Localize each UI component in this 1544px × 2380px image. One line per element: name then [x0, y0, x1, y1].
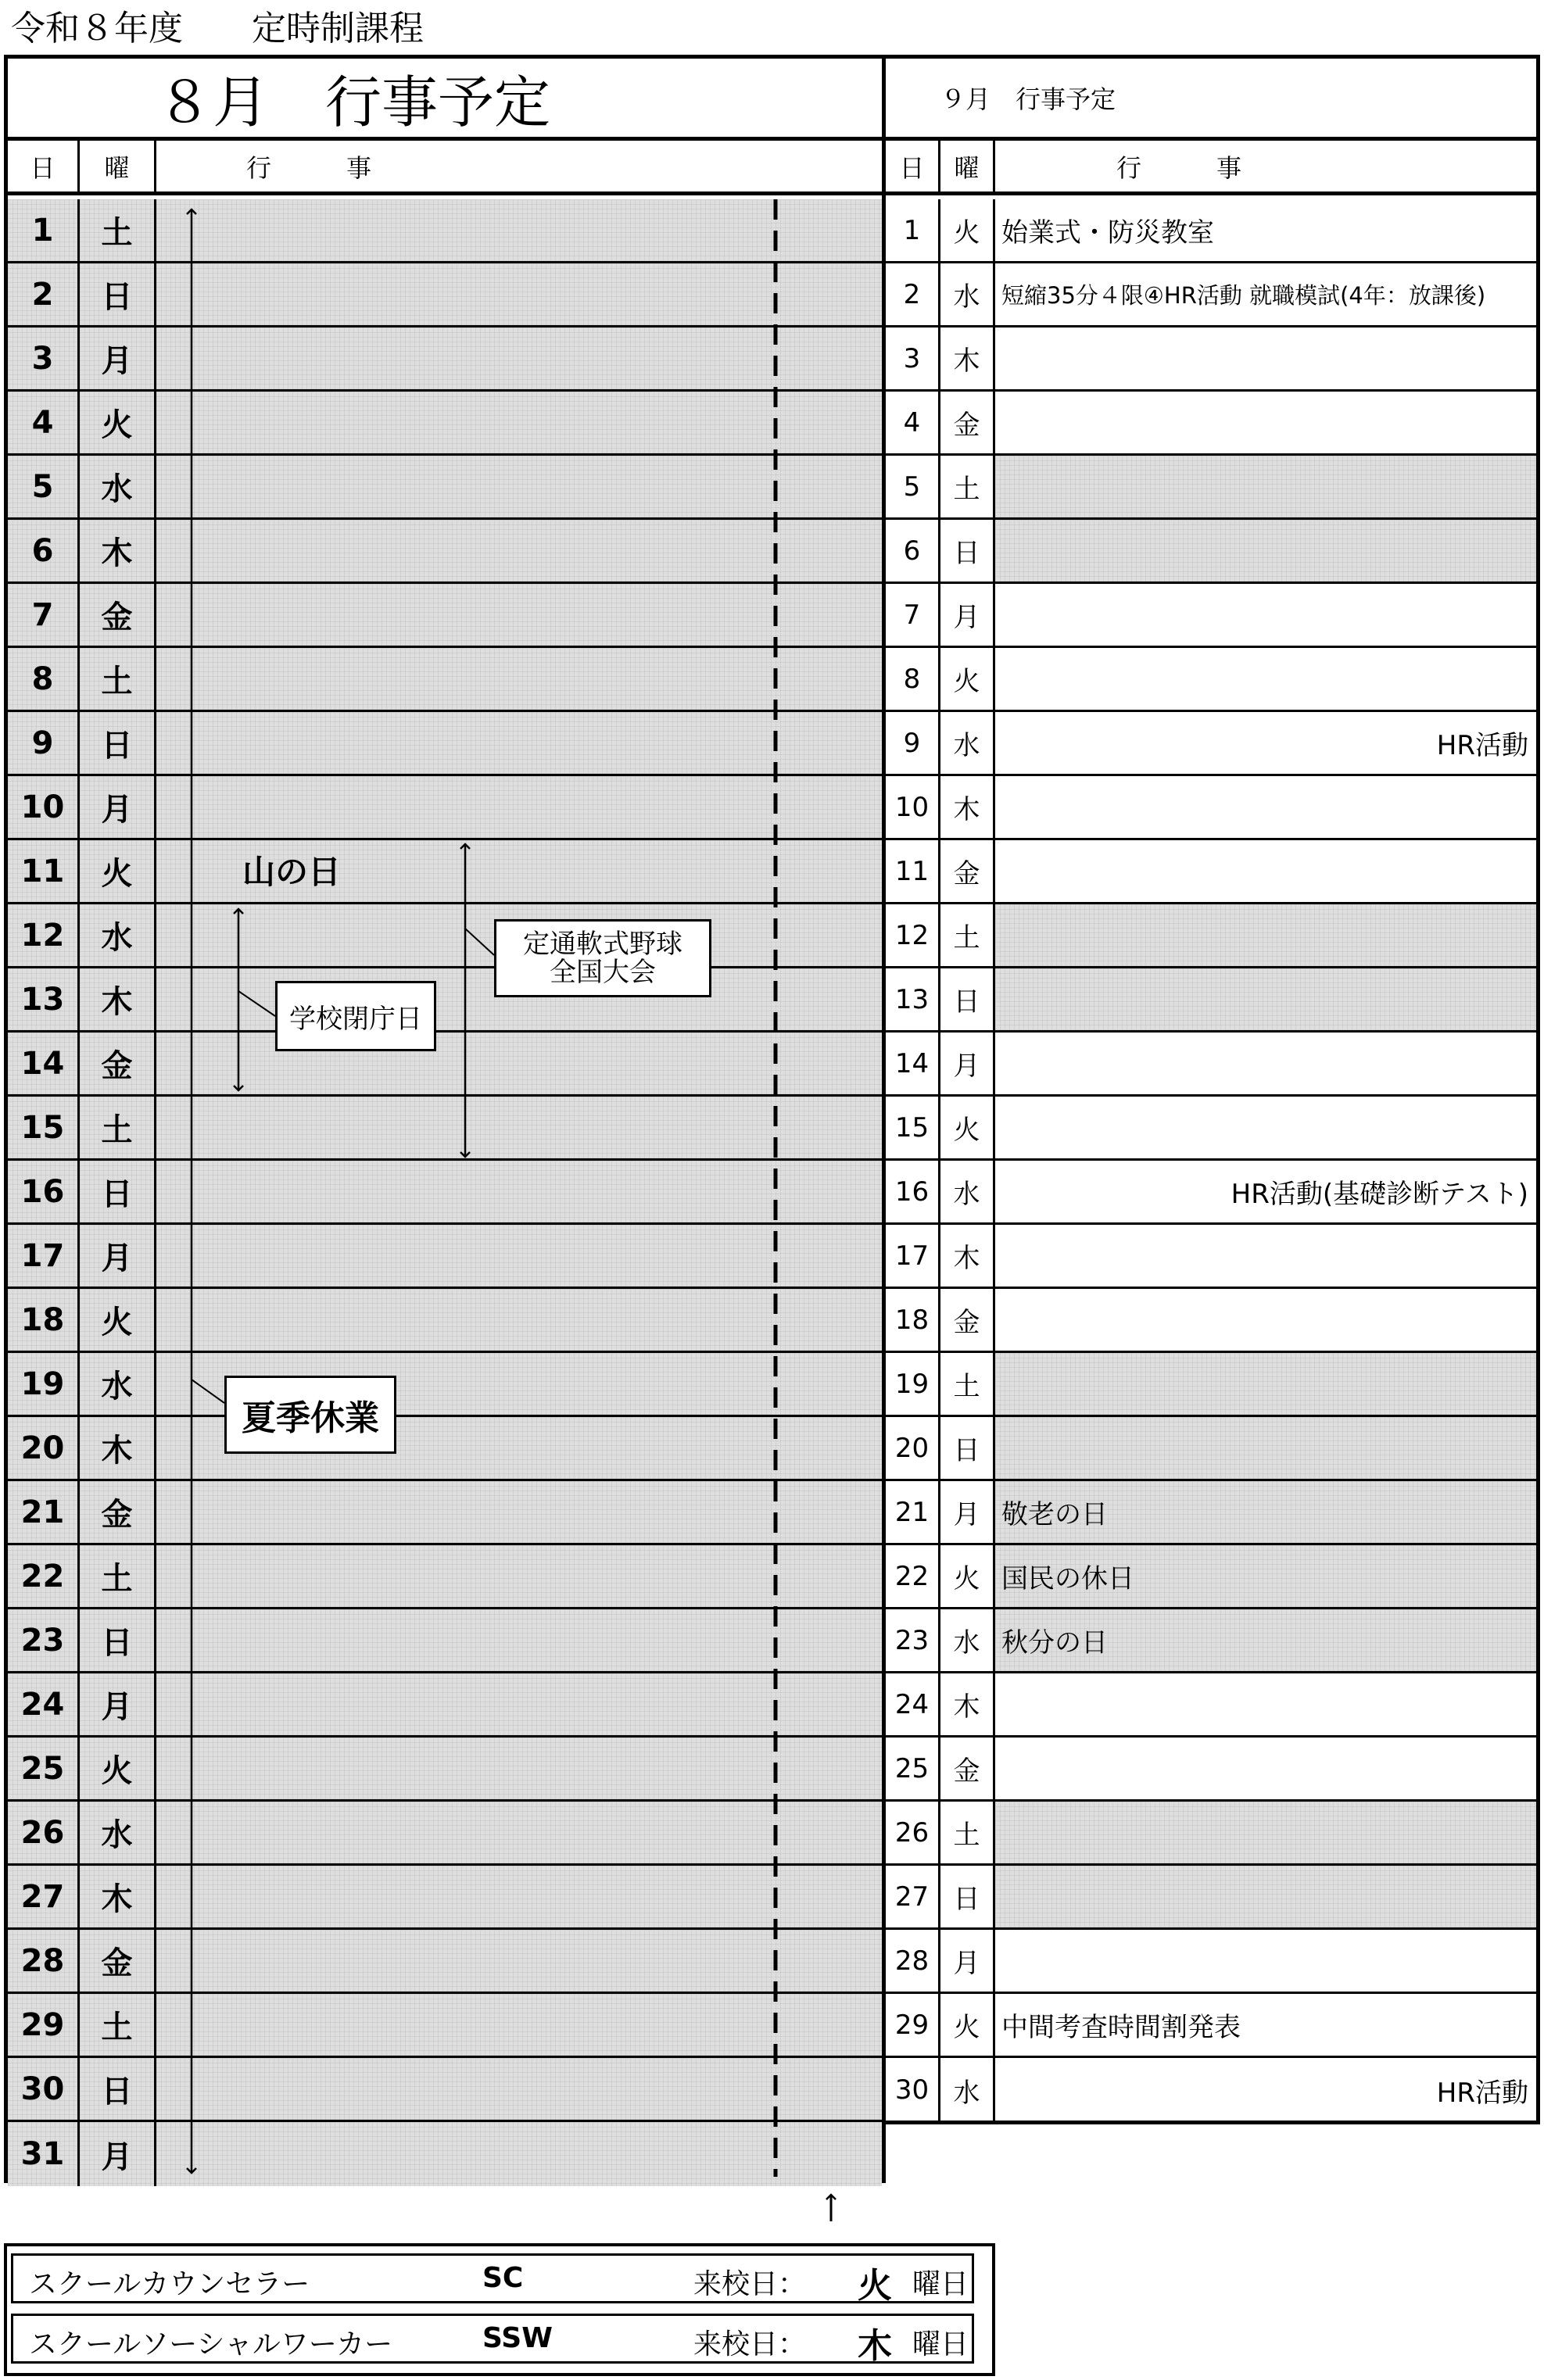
aug-weekday: 日	[80, 712, 156, 776]
sep-day-number: 19	[886, 1353, 940, 1417]
visit-label: 来校日：	[693, 2328, 807, 2360]
aug-weekday: 土	[80, 1545, 156, 1609]
aug-day-number: 2	[8, 263, 80, 327]
sep-weekday: 月	[940, 1481, 995, 1545]
aug-weekday: 水	[80, 904, 156, 968]
aug-day-number: 14	[8, 1033, 80, 1097]
sep-event-cell: 国民の休日	[995, 1545, 1536, 1609]
sep-day-number: 22	[886, 1545, 940, 1609]
sep-day-number: 16	[886, 1161, 940, 1225]
aug-day-number: 19	[8, 1353, 80, 1417]
sep-day-number: 6	[886, 520, 940, 584]
aug-weekday: 月	[80, 776, 156, 840]
school-closed-text: 学校閉庁日	[289, 1003, 422, 1035]
aug-weekday: 水	[80, 1353, 156, 1417]
sep-event-cell: HR活動(基礎診断テスト)	[995, 1161, 1536, 1225]
aug-day-number: 18	[8, 1289, 80, 1353]
aug-weekday: 月	[80, 1673, 156, 1738]
sep-day-number: 8	[886, 648, 940, 712]
aug-weekday: 日	[80, 1161, 156, 1225]
sep-weekday: 火	[940, 648, 995, 712]
sep-event-cell: 秋分の日	[995, 1609, 1536, 1673]
sep-day-number: 4	[886, 392, 940, 456]
visit-day: 木	[858, 2326, 892, 2366]
sep-day-number: 28	[886, 1930, 940, 1994]
august-title: ８月 行事予定	[8, 59, 882, 141]
sep-day-number: 27	[886, 1866, 940, 1930]
aug-weekday: 土	[80, 1097, 156, 1161]
aug-day-number: 8	[8, 648, 80, 712]
aug-day-number: 16	[8, 1161, 80, 1225]
sep-weekday: 水	[940, 263, 995, 327]
aug-day-number: 26	[8, 1802, 80, 1866]
summer-break-text: 夏季休業	[242, 1398, 379, 1438]
aug-day-number: 30	[8, 2058, 80, 2122]
aug-col-weekday: 曜	[80, 141, 156, 195]
aug-weekday: 火	[80, 392, 156, 456]
aug-weekday: 木	[80, 520, 156, 584]
visit-label: 来校日：	[693, 2268, 807, 2300]
aug-day-number: 1	[8, 199, 80, 263]
sep-weekday: 木	[940, 776, 995, 840]
sep-weekday: 金	[940, 392, 995, 456]
aug-day-number: 12	[8, 904, 80, 968]
aug-weekday: 金	[80, 1033, 156, 1097]
aug-weekday: 月	[80, 327, 156, 392]
september-title: ９月 行事予定	[886, 59, 1536, 141]
sep-weekday: 水	[940, 712, 995, 776]
sep-day-number: 13	[886, 968, 940, 1033]
visit-suffix: 曜日	[912, 2328, 969, 2360]
aug-weekday: 木	[80, 1866, 156, 1930]
sep-weekday: 日	[940, 1417, 995, 1481]
sep-weekday: 火	[940, 1545, 995, 1609]
sep-event-cell: 始業式・防災教室	[995, 199, 1536, 263]
aug-weekday: 日	[80, 2058, 156, 2122]
sep-day-number: 3	[886, 327, 940, 392]
staff-abbr: SSW	[482, 2322, 553, 2354]
staff-role: スクールソーシャルワーカー	[29, 2328, 393, 2360]
aug-weekday: 月	[80, 2122, 156, 2186]
staff-row	[11, 2314, 974, 2364]
sep-event-cell: 中間考査時間割発表	[995, 1994, 1536, 2058]
aug-weekday: 金	[80, 584, 156, 648]
sep-day-number: 5	[886, 456, 940, 520]
sep-weekday: 金	[940, 1289, 995, 1353]
sep-event-cell: HR活動	[995, 712, 1536, 776]
sep-weekday: 火	[940, 1097, 995, 1161]
aug-day-number: 22	[8, 1545, 80, 1609]
aug-day-number: 11	[8, 840, 80, 904]
aug-weekday: 金	[80, 1930, 156, 1994]
aug-day-number: 17	[8, 1225, 80, 1289]
aug-day-number: 3	[8, 327, 80, 392]
staff-abbr: SC	[482, 2262, 524, 2294]
school-closed-label	[275, 981, 436, 1051]
sep-day-number: 9	[886, 712, 940, 776]
sep-weekday: 土	[940, 904, 995, 968]
sep-day-number: 14	[886, 1033, 940, 1097]
aug-day-number: 21	[8, 1481, 80, 1545]
sep-day-number: 11	[886, 840, 940, 904]
aug-weekday: 土	[80, 648, 156, 712]
aug-day-number: 25	[8, 1738, 80, 1802]
sep-weekday: 日	[940, 968, 995, 1033]
aug-col-event: 行 事	[156, 141, 882, 195]
sep-col-event: 行 事	[995, 141, 1536, 195]
visit-suffix: 曜日	[912, 2268, 969, 2300]
sep-col-weekday: 曜	[940, 141, 995, 195]
aug-day-number: 15	[8, 1097, 80, 1161]
sep-day-number: 12	[886, 904, 940, 968]
sep-day-number: 24	[886, 1673, 940, 1738]
aug-day-number: 31	[8, 2122, 80, 2186]
aug-day-number: 10	[8, 776, 80, 840]
sep-weekday: 土	[940, 1802, 995, 1866]
aug-weekday: 金	[80, 1481, 156, 1545]
sep-event-cell: 敬老の日	[995, 1481, 1536, 1545]
aug-weekday: 水	[80, 1802, 156, 1866]
aug-day-number: 27	[8, 1866, 80, 1930]
sep-weekday: 水	[940, 2058, 995, 2122]
aug-day-number: 9	[8, 712, 80, 776]
aug-day-number: 4	[8, 392, 80, 456]
sep-weekday: 金	[940, 1738, 995, 1802]
sep-day-number: 15	[886, 1097, 940, 1161]
aug-weekday: 日	[80, 263, 156, 327]
aug-weekday: 火	[80, 1738, 156, 1802]
sep-weekday: 月	[940, 1033, 995, 1097]
school-closed-leader	[238, 991, 275, 1016]
aug-day-number: 28	[8, 1930, 80, 1994]
baseball-label	[494, 919, 711, 997]
aug-day-number: 7	[8, 584, 80, 648]
sep-weekday: 水	[940, 1609, 995, 1673]
sep-day-number: 18	[886, 1289, 940, 1353]
aug-weekday: 火	[80, 840, 156, 904]
sep-weekday: 月	[940, 1930, 995, 1994]
staff-role: スクールカウンセラー	[29, 2268, 310, 2300]
aug-day-number: 23	[8, 1609, 80, 1673]
sep-day-number: 2	[886, 263, 940, 327]
aug-col-day: 日	[8, 141, 80, 195]
sep-weekday: 火	[940, 1994, 995, 2058]
aug-weekday: 土	[80, 1994, 156, 2058]
sep-day-number: 25	[886, 1738, 940, 1802]
aug-weekday: 日	[80, 1609, 156, 1673]
sep-weekday: 月	[940, 584, 995, 648]
summer-break-leader	[192, 1380, 224, 1403]
sep-day-number: 7	[886, 584, 940, 648]
summer-break-label	[224, 1376, 396, 1454]
sep-weekday: 土	[940, 456, 995, 520]
visit-day: 火	[858, 2266, 892, 2306]
sep-weekday: 金	[940, 840, 995, 904]
sep-weekday: 火	[940, 199, 995, 263]
aug-day-number: 5	[8, 456, 80, 520]
aug-day-number: 24	[8, 1673, 80, 1738]
baseball-text: 定通軟式野球 全国大会	[523, 929, 682, 988]
aug-day-number: 6	[8, 520, 80, 584]
sep-weekday: 木	[940, 327, 995, 392]
aug-weekday: 木	[80, 1417, 156, 1481]
aug-day-number: 13	[8, 968, 80, 1033]
sep-day-number: 21	[886, 1481, 940, 1545]
sep-day-number: 26	[886, 1802, 940, 1866]
sep-weekday: 土	[940, 1353, 995, 1417]
aug-day-number: 20	[8, 1417, 80, 1481]
sep-day-number: 23	[886, 1609, 940, 1673]
baseball-leader	[465, 929, 494, 955]
aug-weekday: 水	[80, 456, 156, 520]
aug-day-number: 29	[8, 1994, 80, 2058]
aug-weekday: 月	[80, 1225, 156, 1289]
sep-col-day: 日	[886, 141, 940, 195]
sep-day-number: 20	[886, 1417, 940, 1481]
sep-weekday: 日	[940, 520, 995, 584]
sep-event-cell: 短縮35分４限④HR活動 就職模試(4年：放課後)	[995, 263, 1536, 327]
sep-day-number: 1	[886, 199, 940, 263]
sep-event-cell: HR活動	[1436, 2077, 1528, 2109]
sep-day-number: 29	[886, 1994, 940, 2058]
sep-weekday: 水	[940, 1161, 995, 1225]
sep-weekday: 木	[940, 1225, 995, 1289]
sep-weekday: 日	[940, 1866, 995, 1930]
aug-weekday: 火	[80, 1289, 156, 1353]
staff-row	[11, 2253, 974, 2306]
sep-day-number: 17	[886, 1225, 940, 1289]
aug-weekday: 木	[80, 968, 156, 1033]
sep-day-number: 30	[886, 2058, 940, 2122]
aug-weekday: 土	[80, 199, 156, 263]
sep-weekday: 木	[940, 1673, 995, 1738]
yama-no-hi-label: 山の日	[242, 853, 342, 891]
sep-day-number: 10	[886, 776, 940, 840]
page-title: 令和８年度 定時制課程	[11, 9, 424, 48]
